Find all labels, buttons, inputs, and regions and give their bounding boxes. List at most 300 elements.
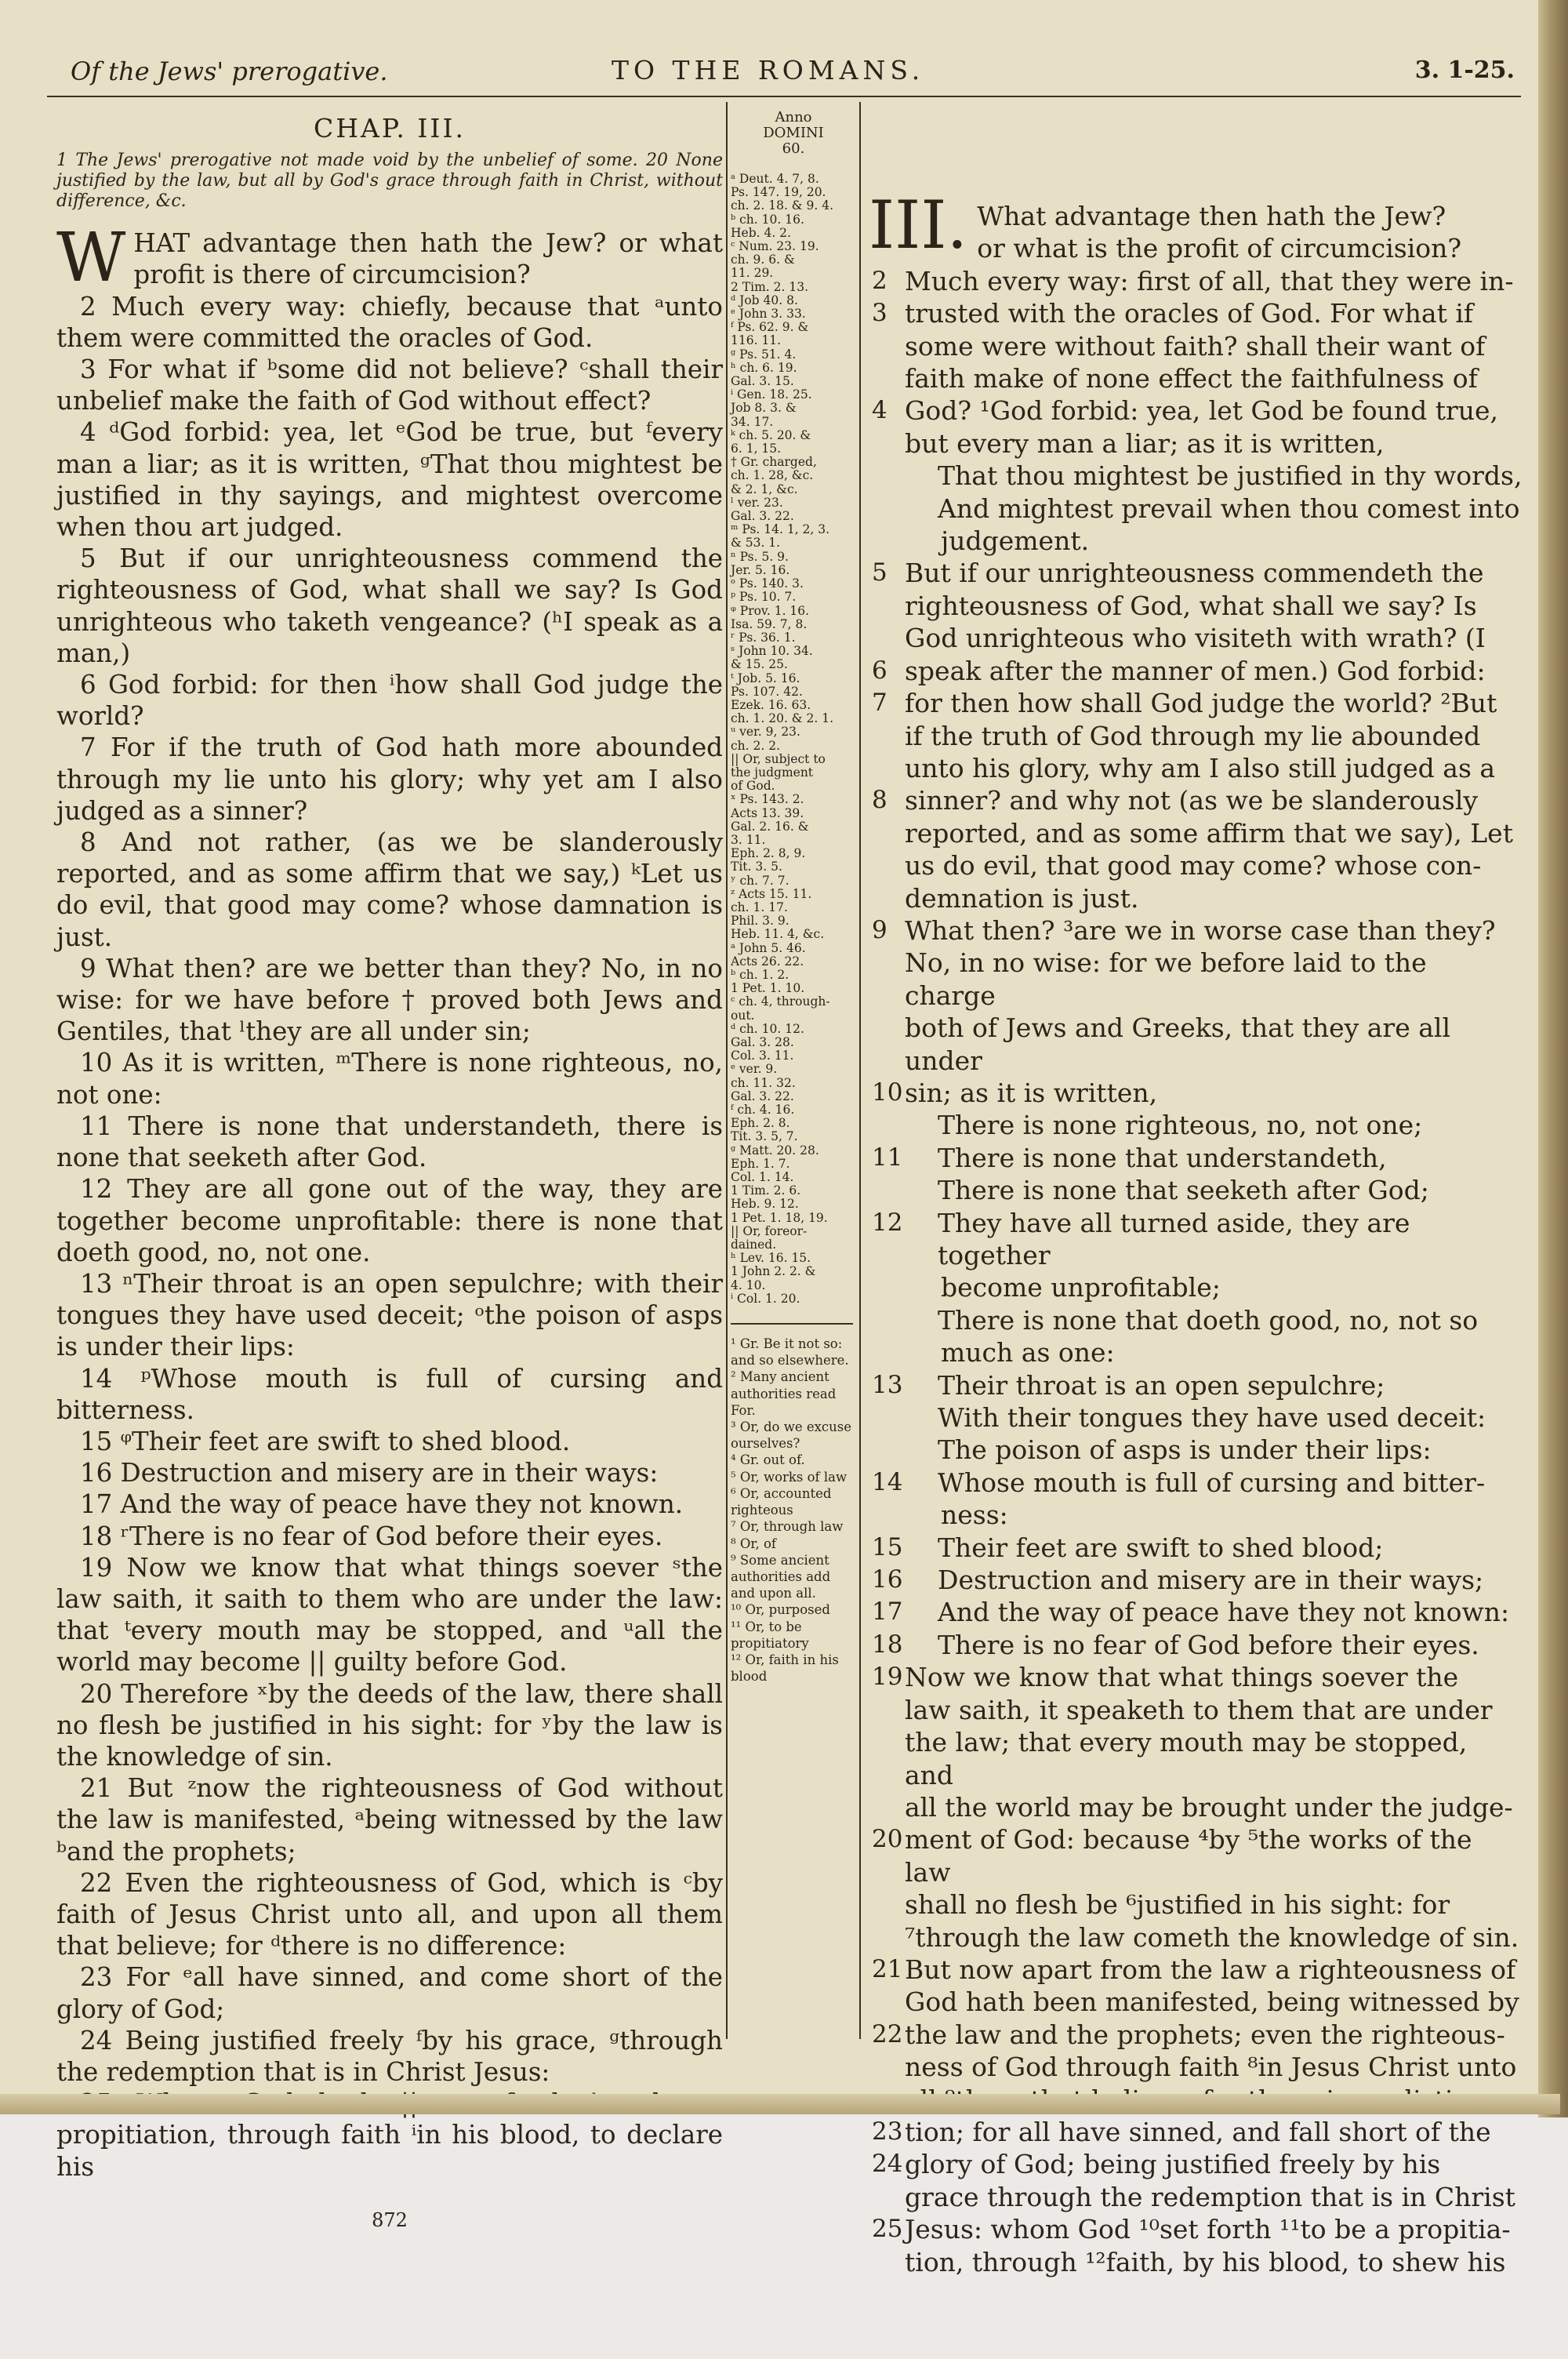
marginal-note: ⁶ Or, accounted righteous [731, 1485, 832, 1518]
cross-reference: ᶻ Acts 15. 11. [731, 886, 812, 901]
cross-reference: 1 Pet. 1. 18, 19. [731, 1210, 828, 1225]
cross-reference: ch. 1. 20. & 2. 1. [731, 711, 834, 726]
cross-reference: ˣ Ps. 143. 2. [731, 792, 804, 807]
kjv-paragraph [56, 953, 723, 1048]
rv-line-text: God? ¹God forbid: yea, let God be found true, [905, 395, 1499, 427]
cross-reference: ʰ ch. 6. 19. [731, 360, 797, 375]
rv-line-text: There is none righteous, no, not one; [938, 1110, 1423, 1141]
cross-reference: ᶜ Num. 23. 19. [731, 239, 819, 254]
cross-reference: Col. 1. 14. [731, 1170, 794, 1185]
rv-line [872, 1823, 1523, 1888]
verse-number: 15 [872, 1532, 903, 1561]
cross-reference: ⁱ Gen. 18. 25. [731, 387, 812, 402]
kjv-paragraph-text: HAT advantage then hath the Jew? or what profit is there of circumcision? [133, 228, 723, 290]
cross-reference: Gal. 2. 16. & [731, 819, 809, 834]
cross-reference: Eph. 2. 8, 9. [731, 846, 806, 861]
rv-line [872, 1726, 1523, 1791]
rv-line-text: ⁷through the law cometh the knowledge of sin. [905, 1921, 1519, 1953]
cross-reference: dained. [731, 1238, 777, 1252]
cross-reference: Tit. 3. 5, 7. [731, 1129, 798, 1144]
kjv-paragraph-text: 18 ʳThere is no fear of God before their eyes. [80, 1521, 663, 1551]
cross-reference: Col. 3. 11. [731, 1049, 794, 1063]
verse-number: 2 [872, 266, 887, 295]
verse-number: 18 [872, 1630, 903, 1659]
rv-line-text: Whose mouth is full of cursing and bitter- [938, 1467, 1486, 1498]
rv-line [872, 1369, 1523, 1401]
rv-line-text: the law; that every mouth may be stopped, and [905, 1727, 1468, 1790]
cross-reference: ᵈ ch. 10. 12. [731, 1021, 804, 1036]
rv-line-text: if the truth of God through my lie abounded [905, 720, 1481, 751]
rv-line-text: but every man a liar; as it is written, [905, 427, 1385, 459]
verse-number: 11 [872, 1143, 903, 1172]
rv-column [869, 187, 1523, 2278]
rv-line-text: They have all turned aside, they are together [938, 1207, 1410, 1270]
verse-number: 6 [872, 656, 887, 685]
marginal-note: ⁹ Some ancient authorities add and upon all. [731, 1552, 831, 1601]
kjv-paragraph [56, 1426, 723, 1457]
kjv-paragraph-text: 7 For if the truth of God hath more abounded through my lie unto his glory; why yet am I also judged as a sinner? [56, 732, 723, 826]
cross-reference: ᵉ ver. 9. [731, 1062, 778, 1077]
cross-reference: Gal. 3. 22. [731, 509, 794, 524]
rv-line [872, 265, 1523, 297]
cross-reference: of God. [731, 779, 775, 794]
verse-number: 24 [872, 2150, 903, 2179]
kjv-paragraph-text: 19 Now we know that what things soever ˢthe law saith, it saith to them who are under the law: that ᵗevery mouth may be stopped, and ᵘall the world may become || guilty before God. [56, 1552, 723, 1677]
cross-reference: † Gr. charged, [731, 455, 817, 470]
cross-reference: Eph. 2. 8. [731, 1116, 790, 1131]
rv-line [872, 1271, 1523, 1303]
verse-number: 7 [872, 689, 887, 718]
kjv-paragraph-text: 5 But if our unrighteousness commend the righteousness of God, what shall we say? Is God unrighteous who taketh vengeance? (ʰI speak as a man,) [56, 543, 723, 668]
rv-line-text: Their feet are swift to shed blood; [938, 1532, 1384, 1563]
rv-line [872, 1336, 1523, 1369]
rv-line-text: Much every way: first of all, that they were in- [905, 265, 1514, 296]
anno-domini [731, 110, 856, 157]
rv-line-text: There is none that seeketh after God; [938, 1175, 1429, 1206]
cross-reference: Phil. 3. 9. [731, 914, 789, 929]
cross-reference: ᵠ Prov. 1. 16. [731, 603, 810, 618]
cross-reference: ᶠ ch. 4. 16. [731, 1103, 795, 1118]
cross-reference: ʳ Ps. 36. 1. [731, 630, 796, 645]
column-divider-right [859, 102, 861, 2039]
marginal-note: ⁴ Gr. out of. [731, 1452, 805, 1468]
marginal-note: ¹ Gr. Be it not so: and so elsewhere. [731, 1336, 849, 1369]
rv-line [872, 557, 1523, 589]
kjv-paragraph [56, 1457, 723, 1488]
rv-line-text: reported, and as some affirm that we say), Let [905, 817, 1513, 849]
anno-line: Anno [775, 109, 812, 125]
kjv-paragraph-text: 10 As it is written, ᵐThere is none righteous, no, not one: [56, 1048, 723, 1110]
cross-reference: & 53. 1. [731, 536, 781, 551]
rv-line [872, 622, 1523, 654]
rv-line [872, 1207, 1523, 1272]
cross-reference: & 2. 1, &c. [731, 482, 798, 496]
cross-reference: ˡ ver. 23. [731, 495, 783, 510]
verse-number: 3 [872, 299, 887, 328]
kjv-paragraph-text: 16 Destruction and misery are in their ways: [80, 1458, 659, 1488]
rv-line-text: And the way of peace have they not known: [938, 1597, 1510, 1628]
rv-line [872, 1596, 1523, 1628]
rv-line [872, 1661, 1523, 1693]
cross-reference: ˢ John 10. 34. [731, 644, 813, 659]
rv-line [872, 784, 1523, 816]
rv-line [872, 1954, 1523, 1986]
rv-line-text: sin; as it is written, [905, 1077, 1158, 1108]
rv-line [872, 1174, 1523, 1206]
rv-line-text: The poison of asps is under their lips: [938, 1434, 1432, 1466]
rv-line-text: With their tongues they have used deceit: [938, 1402, 1486, 1434]
kjv-paragraph-text: 22 Even the righteousness of God, which is ᶜby faith of Jesus Christ unto all, and upon all them that believe; for ᵈthere is no difference: [56, 1867, 723, 1961]
rv-line [872, 882, 1523, 914]
rv-line-text: ness: [941, 1499, 1008, 1531]
cross-reference: ᵈ Job 40. 8. [731, 293, 798, 307]
kjv-paragraph [56, 219, 723, 298]
rv-line-text: God unrighteous who visiteth with wrath? (I [905, 623, 1486, 654]
kjv-paragraph [56, 1268, 723, 1363]
marginal-note: ³ Or, do we excuse ourselves? [731, 1419, 851, 1452]
marginal-note: ² Many ancient authorities read For. [731, 1369, 837, 1418]
cross-reference: 1 Pet. 1. 10. [731, 981, 805, 996]
kjv-paragraph-text: 8 And not rather, (as we be slanderously reported, and as some affirm that we say,) ᵏLet us do evil, that good may come? whose damnation is just. [56, 827, 723, 952]
rv-line [872, 687, 1523, 719]
rv-line-text: for then how shall God judge the world? ²But [905, 688, 1497, 719]
page-number: 872 [372, 2208, 408, 2231]
kjv-paragraph-text: 2 Much every way: chiefly, because that ᵃunto them were committed the oracles of God. [56, 291, 723, 353]
rv-line-text: tion; for all have sinned, and fall short of the [905, 2116, 1491, 2147]
notes-divider [731, 1323, 853, 1325]
marginal-note: ⁵ Or, works of law [731, 1469, 848, 1485]
rv-line-text: No, in no wise: for we before laid to the charge [905, 947, 1427, 1011]
cross-reference: ᵗ Job. 5. 16. [731, 671, 800, 685]
rv-line-text: God hath been manifested, being witnessed by [905, 1986, 1519, 2018]
rv-line [872, 817, 1523, 849]
cross-reference-column [731, 110, 856, 1685]
rv-line-text: us do evil, that good may come? whose con- [905, 850, 1482, 881]
rv-line [872, 232, 1523, 264]
chapter-numeral: III. [869, 187, 968, 264]
marginal-note: ¹² Or, faith in his blood [731, 1652, 839, 1685]
cross-reference: ᵍ Ps. 51. 4. [731, 347, 797, 362]
cross-reference: Heb. 9. 12. [731, 1197, 799, 1212]
marginal-note: ⁸ Or, of [731, 1536, 776, 1551]
kjv-paragraph [56, 1552, 723, 1678]
rv-line [872, 2148, 1523, 2180]
kjv-paragraph [56, 1173, 723, 1268]
rv-line [872, 1694, 1523, 1726]
rv-line [872, 914, 1523, 947]
kjv-paragraph-text: 4 ᵈGod forbid: yea, let ᵉGod be true, but ᶠevery man a liar; as it is written, ᵍThat thou mightest be justified in thy sayings, and mightest overcome when thou art judged. [56, 417, 723, 543]
verse-number: 19 [872, 1663, 903, 1692]
rv-line [872, 362, 1523, 394]
kjv-paragraph-text: 3 For what if ᵇsome did not believe? ᶜshall their unbelief make the faith of God without effect? [56, 354, 723, 416]
rv-line [872, 1467, 1523, 1499]
rv-line [872, 297, 1523, 329]
rv-line [872, 460, 1523, 492]
rv-line [872, 752, 1523, 784]
cross-reference: Job 8. 3. & [731, 401, 797, 416]
rv-line-text: righteousness of God, what shall we say? Is [905, 590, 1477, 621]
marginal-notes [731, 1336, 856, 1685]
chapter-heading: CHAP. III. [314, 113, 466, 144]
cross-reference: Gal. 3. 22. [731, 1089, 794, 1103]
rv-line [872, 655, 1523, 687]
kjv-paragraph [56, 1047, 723, 1110]
verse-number: 25 [872, 2215, 903, 2244]
chapter-summary: 1 The Jews' prerogative not made void by the unbelief of some. 20 None justified by the law, but all by God's grace through faith in Christ, without difference, &c. [56, 151, 723, 212]
anno-line: DOMINI [763, 125, 824, 141]
header-left-title: Of the Jews' prerogative. [71, 56, 388, 86]
kjv-paragraph-text: 24 Being justified freely ᶠby his grace, ᵍthrough the redemption that is in Christ Jesus: [56, 2025, 723, 2087]
kjv-paragraph-text: 21 But ᶻnow the righteousness of God without the law is manifested, ᵃbeing witnessed by the law ᵇand the prophets; [56, 1773, 723, 1866]
kjv-paragraph [56, 1678, 723, 1773]
rv-line-text: all the world may be brought under the judge- [905, 1791, 1513, 1823]
cross-reference: 116. 11. [731, 333, 782, 348]
cross-reference: ⁱ Col. 1. 20. [731, 1291, 800, 1306]
cross-reference: Acts 13. 39. [731, 805, 804, 820]
kjv-paragraph [56, 1488, 723, 1520]
kjv-column [56, 102, 723, 2231]
rv-line [872, 849, 1523, 881]
rv-line-text: That thou mightest be justified in thy words, [938, 460, 1523, 492]
cross-reference: ᶠ Ps. 62. 9. & [731, 320, 809, 335]
rv-line [872, 2213, 1523, 2245]
cross-reference: Acts 26. 22. [731, 954, 804, 969]
cross-reference: 3. 11. [731, 832, 766, 847]
rv-line [872, 1629, 1523, 1661]
verse-number: 21 [872, 1954, 903, 1983]
cross-reference: out. [731, 1008, 755, 1023]
cross-reference: ᵍ Matt. 20. 28. [731, 1143, 819, 1158]
rv-line-text: the law and the prophets; even the righteous- [905, 2019, 1505, 2050]
rv-line-text: shall no flesh be ⁶justified in his sight: for [905, 1889, 1450, 1921]
kjv-paragraph-text: 23 For ᵉall have sinned, and come short of the glory of God; [56, 1962, 723, 2024]
kjv-paragraph [56, 543, 723, 669]
rv-line-text: Their throat is an open sepulchre; [938, 1369, 1385, 1401]
kjv-paragraph-text: 9 What then? are we better than they? No, in no wise: for we have before † proved both Jews and Gentiles, that ˡthey are all under sin; [56, 953, 723, 1047]
cross-reference: ᵏ ch. 5. 20. & [731, 427, 811, 442]
rv-line-text: speak after the manner of men.) God forbid: [905, 655, 1486, 686]
rv-line [872, 525, 1523, 557]
cross-reference: 11. 29. [731, 266, 774, 281]
cross-reference: ᵉ John 3. 33. [731, 307, 806, 322]
rv-line-text: There is none that doeth good, no, not so [938, 1304, 1479, 1336]
rv-line [872, 493, 1523, 525]
rv-line [872, 2116, 1523, 2148]
verse-number: 9 [872, 915, 887, 944]
cross-reference: ch. 1. 17. [731, 900, 788, 914]
cross-reference: ᵐ Ps. 14. 1, 2, 3. [731, 522, 830, 537]
verse-number: 12 [872, 1208, 903, 1237]
rv-line-text: trusted with the oracles of God. For what if [905, 298, 1474, 329]
rv-line [872, 1532, 1523, 1564]
cross-reference: 34. 17. [731, 414, 774, 429]
rv-line-text: tion, through ¹²faith, by his blood, to shew his [905, 2246, 1506, 2277]
anno-line: 60. [782, 140, 805, 157]
rv-line [872, 1888, 1523, 1921]
kjv-paragraph-text: 14 ᵖWhose mouth is full of cursing and bitterness. [56, 1363, 723, 1425]
kjv-paragraph [56, 1110, 723, 1173]
rv-line [872, 330, 1523, 362]
rv-line-text: both of Jews and Greeks, that they are all under [905, 1012, 1451, 1076]
rv-line [872, 1434, 1523, 1466]
cross-reference: Gal. 3. 28. [731, 1035, 794, 1049]
rv-line-text: grace through the redemption that is in Christ [905, 2181, 1515, 2212]
rv-line [872, 1012, 1523, 1077]
verse-number: 20 [872, 1825, 903, 1854]
cross-reference: 1 John 2. 2. & [731, 1264, 816, 1279]
column-divider-left [726, 102, 728, 2039]
cross-reference: Gal. 3. 15. [731, 374, 794, 389]
rv-line [872, 2181, 1523, 2213]
kjv-paragraph [56, 2025, 723, 2088]
cross-reference: Ps. 147. 19, 20. [731, 185, 826, 200]
rv-line-text: much as one: [941, 1337, 1115, 1369]
rv-line [872, 2019, 1523, 2051]
kjv-paragraph-text: 12 They are all gone out of the way, they are together become unprofitable: there is none that doeth good, no, not one. [56, 1174, 723, 1267]
verse-number: 13 [872, 1370, 903, 1399]
verse-number: 16 [872, 1565, 903, 1594]
kjv-paragraph [56, 354, 723, 416]
cross-reference: ⁿ Ps. 5. 9. [731, 549, 789, 564]
marginal-note: ⁷ Or, through law [731, 1519, 844, 1535]
header-book-title: TO THE ROMANS. [612, 55, 925, 85]
kjv-paragraph [56, 1772, 723, 1867]
running-header [0, 50, 1538, 97]
kjv-paragraph-text: 11 There is none that understandeth, there is none that seeketh after God. [56, 1110, 723, 1173]
rv-line-text: law saith, it speaketh to them that are under [905, 1694, 1493, 1725]
cross-reference: Heb. 11. 4, &c. [731, 927, 825, 942]
header-verse-range: 3. 1-25. [1414, 56, 1515, 84]
rv-line-text: ment of God: because ⁴by ⁵the works of the law [905, 1824, 1472, 1888]
rv-line-text: There is none that understandeth, [938, 1142, 1387, 1173]
kjv-paragraph [56, 827, 723, 953]
rv-line [872, 2246, 1523, 2278]
rv-line-text: unto his glory, why am I also still judged as a [905, 752, 1496, 783]
rv-line-text: Jesus: whom God ¹⁰set forth ¹¹to be a propitia- [905, 2214, 1511, 2245]
kjv-paragraph-text: 17 And the way of peace have they not known. [80, 1489, 684, 1520]
cross-reference: Isa. 59. 7, 8. [731, 616, 808, 631]
rv-line-text: But now apart from the law a righteousness of [905, 1954, 1516, 1985]
rv-line [872, 720, 1523, 752]
reference-list [731, 173, 856, 1306]
rv-line [872, 1401, 1523, 1434]
rv-line-text: become unprofitable; [941, 1272, 1221, 1303]
cross-reference: ᵖ Ps. 10. 7. [731, 590, 797, 605]
rv-line [872, 1304, 1523, 1336]
marginal-note: ¹¹ Or, to be propitiatory [731, 1619, 809, 1651]
verse-number: 23 [872, 2117, 903, 2146]
rv-line-text: glory of God; being justified freely by his [905, 2149, 1441, 2180]
cross-reference: Tit. 3. 5. [731, 860, 782, 874]
kjv-paragraph-text: 15 ᵠTheir feet are swift to shed blood. [80, 1426, 571, 1456]
rv-line [872, 394, 1523, 427]
cross-reference: ch. 9. 6. & [731, 253, 795, 267]
rv-line-text: some were without faith? shall their want of [905, 330, 1486, 362]
rv-line-text: judgement. [941, 525, 1090, 557]
rv-line-text: or what is the profit of circumcision? [977, 233, 1462, 264]
kjv-paragraph [56, 291, 723, 354]
rv-line-text: What then? ³are we in worse case than they? [905, 914, 1496, 946]
rv-line [872, 590, 1523, 622]
rv-line-text: faith make of none effect the faithfulness of [905, 363, 1478, 394]
rv-line-text: Now we know that what things soever the [905, 1662, 1459, 1693]
cross-reference: 1 Tim. 2. 6. [731, 1183, 801, 1198]
cross-reference: Jer. 5. 16. [731, 562, 790, 577]
cross-reference: & 15. 25. [731, 657, 788, 672]
kjv-paragraph-text: 20 Therefore ˣby the deeds of the law, there shall no flesh be justified in his sight: for ʸby the law is the knowledge of sin. [56, 1678, 723, 1772]
cross-reference: Ezek. 16. 63. [731, 697, 811, 712]
cross-reference: ʰ Lev. 16. 15. [731, 1251, 811, 1266]
page-edge [1538, 0, 1568, 2117]
kjv-paragraph [56, 669, 723, 732]
cross-reference: 6. 1, 15. [731, 442, 782, 456]
kjv-paragraph [56, 416, 723, 543]
rv-line [872, 1986, 1523, 2018]
cross-reference: ch. 1. 28, &c. [731, 468, 814, 483]
kjv-paragraph [56, 732, 723, 827]
rv-line-text: sinner? and why not (as we be slanderously [905, 785, 1479, 816]
verse-number: 17 [872, 1598, 903, 1627]
cross-reference: ᵘ ver. 9, 23. [731, 725, 800, 740]
cross-reference: Ps. 107. 42. [731, 684, 803, 699]
rv-line-text: demnation is just. [905, 882, 1139, 914]
kjv-paragraph [56, 1363, 723, 1426]
drop-cap: W [56, 219, 126, 298]
cross-reference: ᶜ ch. 4, through- [731, 994, 830, 1009]
rv-line [872, 1564, 1523, 1596]
marginal-note: ¹⁰ Or, purposed [731, 1602, 830, 1618]
rv-line [872, 1142, 1523, 1174]
rv-line [872, 1921, 1523, 1954]
cross-reference: ᵃ Deut. 4. 7, 8. [731, 172, 819, 186]
cross-reference: ch. 2. 18. & 9. 4. [731, 198, 834, 213]
cross-reference: 4. 10. [731, 1278, 766, 1292]
verse-number: 10 [872, 1078, 903, 1107]
rv-line-text: There is no fear of God before their eyes. [938, 1629, 1479, 1660]
rv-line [872, 427, 1523, 460]
header-rule [47, 96, 1521, 97]
rv-line [872, 947, 1523, 1012]
rv-line-text: And mightest prevail when thou comest into [938, 493, 1520, 524]
kjv-paragraph [56, 1867, 723, 1962]
kjv-paragraph [56, 1521, 723, 1552]
rv-line [872, 1791, 1523, 1823]
verse-number: 8 [872, 786, 887, 815]
cross-reference: || Or, subject to [731, 751, 826, 766]
kjv-text [56, 219, 723, 2183]
cross-reference: ᵃ John 5. 46. [731, 940, 806, 955]
verse-number: 4 [872, 396, 887, 425]
verse-number: 5 [872, 558, 887, 587]
rv-line [872, 200, 1523, 232]
cross-reference: Eph. 1. 7. [731, 1156, 790, 1171]
cross-reference: ᵒ Ps. 140. 3. [731, 576, 804, 591]
verse-number: 14 [872, 1467, 903, 1496]
cross-reference: ch. 11. 32. [731, 1075, 796, 1090]
page-bottom-edge [0, 2094, 1560, 2114]
rv-line [872, 2051, 1523, 2083]
kjv-paragraph-text: 13 ⁿTheir throat is an open sepulchre; with their tongues they have used deceit; ᵒthe poison of asps is under their lips: [56, 1268, 723, 1362]
cross-reference: ᵇ ch. 10. 16. [731, 212, 804, 227]
rv-line-text: What advantage then hath the Jew? [977, 201, 1446, 231]
cross-reference: ch. 2. 2. [731, 738, 781, 753]
cross-reference: Heb. 4. 2. [731, 225, 791, 240]
kjv-paragraph-text: propitiation, through faith ⁱin his blood, to declare his [56, 2120, 723, 2182]
rv-line-text: But if our unrighteousness commendeth the [905, 558, 1484, 589]
rv-line [872, 1077, 1523, 1109]
rv-line [872, 1109, 1523, 1141]
cross-reference: ʸ ch. 7. 7. [731, 873, 789, 888]
